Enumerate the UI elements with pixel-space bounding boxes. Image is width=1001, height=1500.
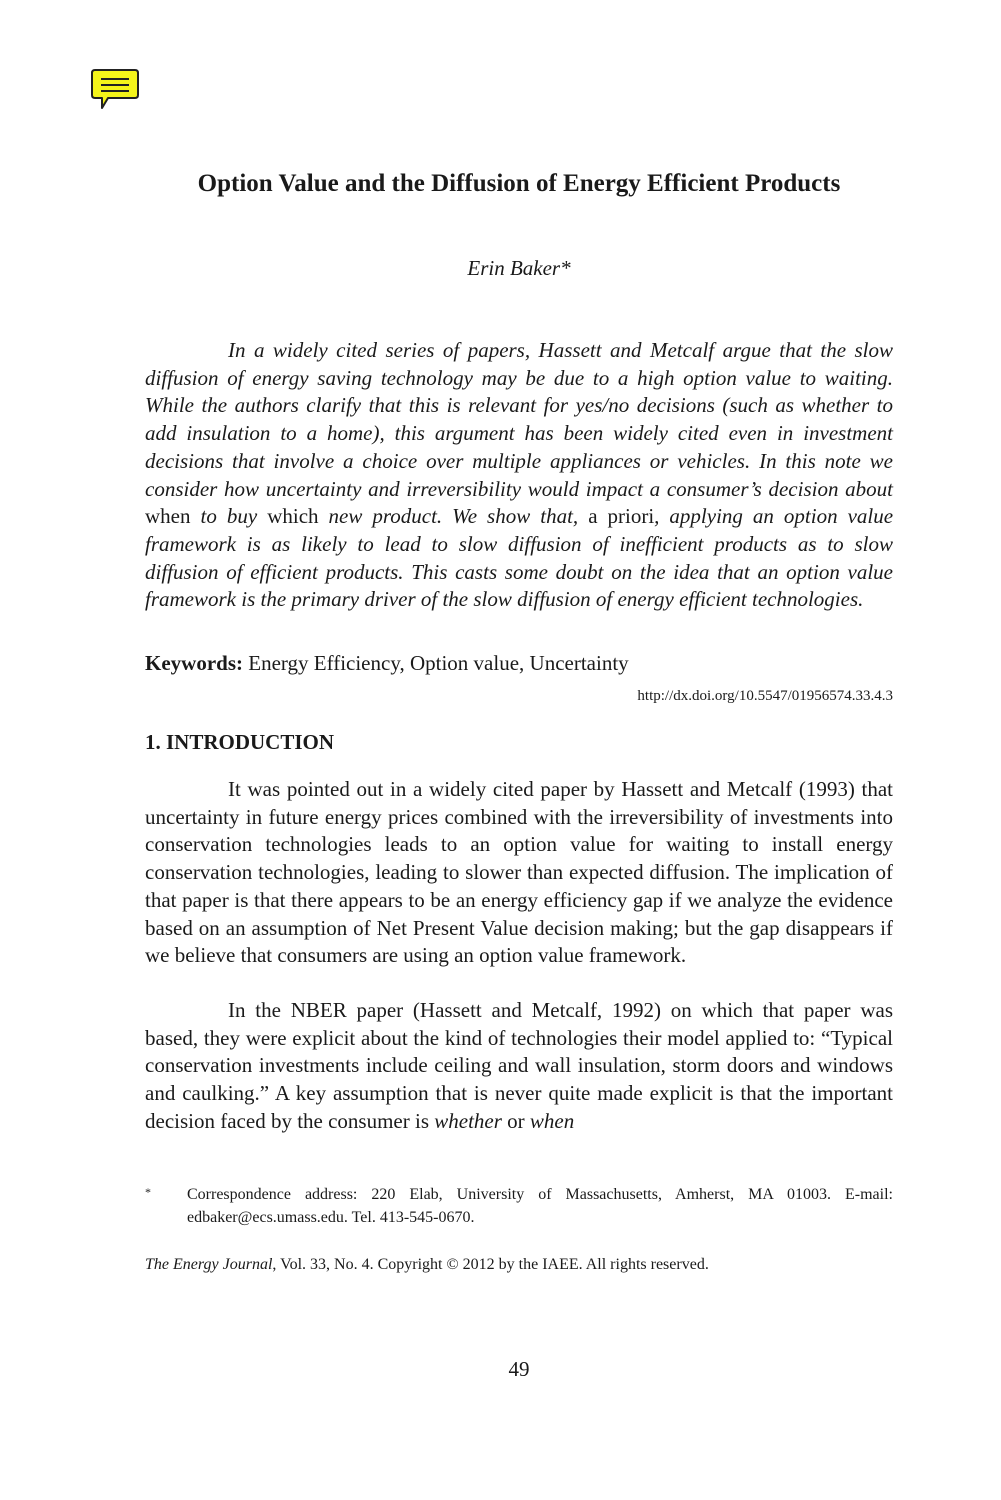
footnote-text: Correspondence address: 220 Elab, University of Massachusetts, Amherst, MA 01003. E-mail: edbaker@ecs.umass.edu. Tel. 413-545-0670. [187,1186,893,1226]
word-or: or [507,1108,525,1133]
emphasis-when: when [529,1108,575,1133]
abstract-text-2: to buy [200,504,258,529]
keywords-text: Energy Efficiency, Option value, Uncertainty [248,651,629,675]
abstract-when: when [145,504,191,529]
comment-note-icon[interactable] [90,68,140,112]
footnote-mark: * [145,1185,151,1199]
keywords-label: Keywords: [145,651,243,675]
paragraph-2-text: In the NBER paper (Hassett and Metcalf, 1992) on which that paper was based, they were explicit about the kind of technologies their model applied to: “Typical conservation investments include ceiling and wall insulation, storm doors and windows and caulking.” A key assumption that is never quite made explicit is that the important decision faced by the consumer is [145,998,893,1133]
abstract-text-1: In a widely cited series of papers, Hassett and Metcalf argue that the slow diffusion of energy saving technology may be due to a high option value to waiting. While the authors clarify that this is relevant for yes/no decisions (such as whether to add insulation to a home), this argument has been widely cited even in investment decisions that involve a choice over multiple appliances or vehicles. In this note we consider how uncertainty and irreversibility would impact a consumer’s decision about [145,338,893,501]
copyright-line [145,1254,709,1276]
intro-paragraph-1: It was pointed out in a widely cited paper by Hassett and Metcalf (1993) that uncertainty in future energy prices combined with the irreversibility of investments into conservation technologies leads to an option value for waiting to install energy conservation technologies, leading to slower than expected diffusion. The implication of that paper is that there appears to be an energy efficiency gap if we analyze the evidence based on an assumption of Net Present Value decision making; but the gap disappears if we believe that consumers are using an option value framework. [145,777,893,968]
footnote [145,1183,893,1229]
intro-paragraph-2 [145,997,893,1136]
page-number: 49 [508,1357,530,1381]
abstract-text-3: new product. We show that, [328,504,579,529]
author-name: Erin Baker* [467,256,571,280]
section-heading: 1. INTRODUCTION [145,730,335,754]
paper-title: Option Value and the Diffusion of Energy Efficient Products [197,170,841,197]
abstract-a-priori: a priori [588,504,655,529]
emphasis-whether: whether [434,1108,502,1133]
doi-link[interactable]: http://dx.doi.org/10.5547/01956574.33.4.3 [637,688,893,704]
journal-name: The Energy Journal [145,1256,273,1273]
keywords [145,649,629,677]
abstract [145,337,893,614]
abstract-which: which [267,504,319,529]
abstract-text-4: , applying an option value framework is as likely to lead to slow diffusion of inefficient products as to slow diffusion of efficient products. This casts some doubt on the idea that an option value framework is the primary driver of the slow diffusion of energy efficient technologies. [145,504,894,612]
copyright-text: , Vol. 33, No. 4. Copyright © 2012 by the IAEE. All rights reserved. [272,1256,709,1273]
